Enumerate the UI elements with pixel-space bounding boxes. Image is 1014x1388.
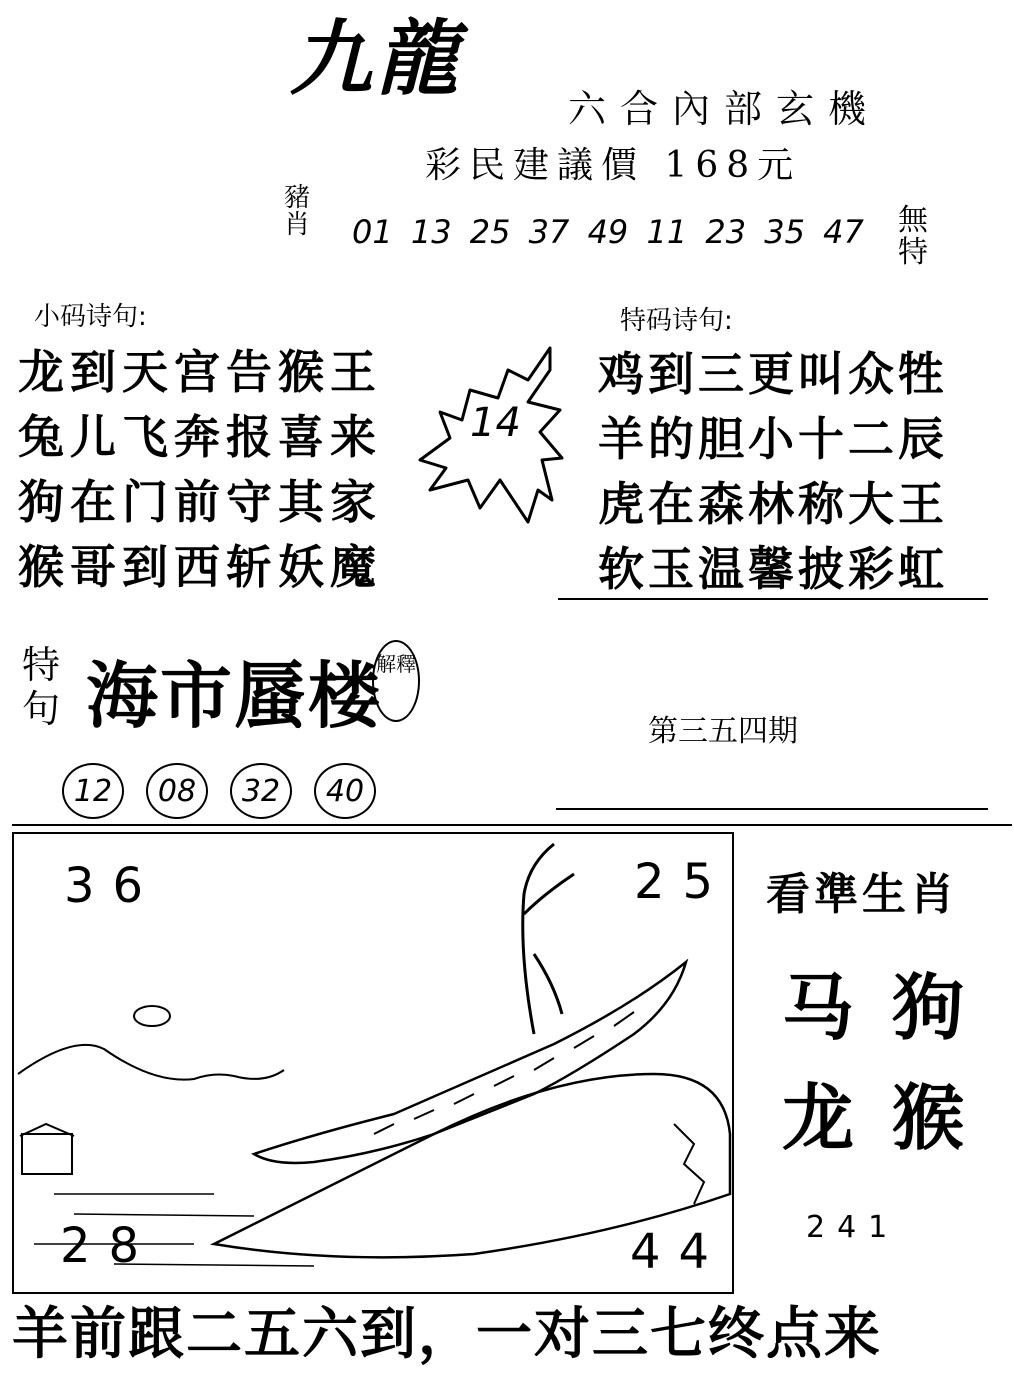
zodiac-label: 豬肖 <box>284 183 311 241</box>
corner-number-top-right: 25 <box>634 854 732 910</box>
page-title: 九龍 <box>290 11 462 107</box>
small-poem-line: 兔儿飞奔报喜来 <box>18 410 382 464</box>
corner-number-top-left: 36 <box>64 858 162 914</box>
divider <box>556 808 988 810</box>
special-poem <box>598 342 948 602</box>
leaf-number: 14 <box>470 400 521 446</box>
circled-number: 32 <box>230 763 292 819</box>
circled-number: 08 <box>146 763 208 819</box>
corner-number-bottom-right: 44 <box>630 1224 728 1280</box>
zodiac-pick: 猴 <box>892 1076 965 1160</box>
special-poem-line: 虎在森林称大王 <box>598 477 948 531</box>
suggested-price: 彩民建議價 168元 <box>425 145 802 186</box>
zodiac-numbers: 01 13 25 37 49 11 23 35 47 <box>352 213 864 251</box>
zodiac-pick: 马 <box>782 966 855 1050</box>
code-number: 241 <box>806 1210 900 1245</box>
divider <box>12 824 1012 826</box>
special-phrase: 海市蜃楼 <box>86 654 383 738</box>
zodiac-pick: 狗 <box>892 966 965 1050</box>
illustration-frame <box>12 832 734 1294</box>
small-poem-line: 龙到天宫告猴王 <box>18 345 382 399</box>
circled-numbers <box>62 763 376 819</box>
special-poem-line: 羊的胆小十二辰 <box>598 412 948 466</box>
small-poem-label: 小码诗句: <box>34 302 147 332</box>
divider <box>558 598 988 600</box>
zodiac-pick: 龙 <box>782 1076 855 1160</box>
small-poem-line: 猴哥到西斩妖魔 <box>18 540 382 594</box>
circled-number: 40 <box>314 763 376 819</box>
subtitle: 六合內部玄機 <box>568 87 881 131</box>
small-poem <box>18 340 382 600</box>
special-poem-label: 特码诗句: <box>620 306 733 336</box>
explain-badge: 解釋 <box>372 640 420 722</box>
bottom-slogan: 羊前跟二五六到，一对三七终点来 <box>12 1302 882 1367</box>
issue-number: 第三五四期 <box>648 714 798 749</box>
zodiac-picks-title: 看準生肖 <box>766 869 958 920</box>
corner-number-bottom-left: 28 <box>60 1218 158 1274</box>
no-special-note: 無特 <box>898 203 928 270</box>
small-poem-line: 狗在门前守其家 <box>18 475 382 529</box>
special-poem-line: 软玉温馨披彩虹 <box>598 542 948 596</box>
special-poem-line: 鸡到三更叫众牲 <box>598 347 948 401</box>
circled-number: 12 <box>62 763 124 819</box>
special-phrase-label: 特句 <box>22 643 61 731</box>
